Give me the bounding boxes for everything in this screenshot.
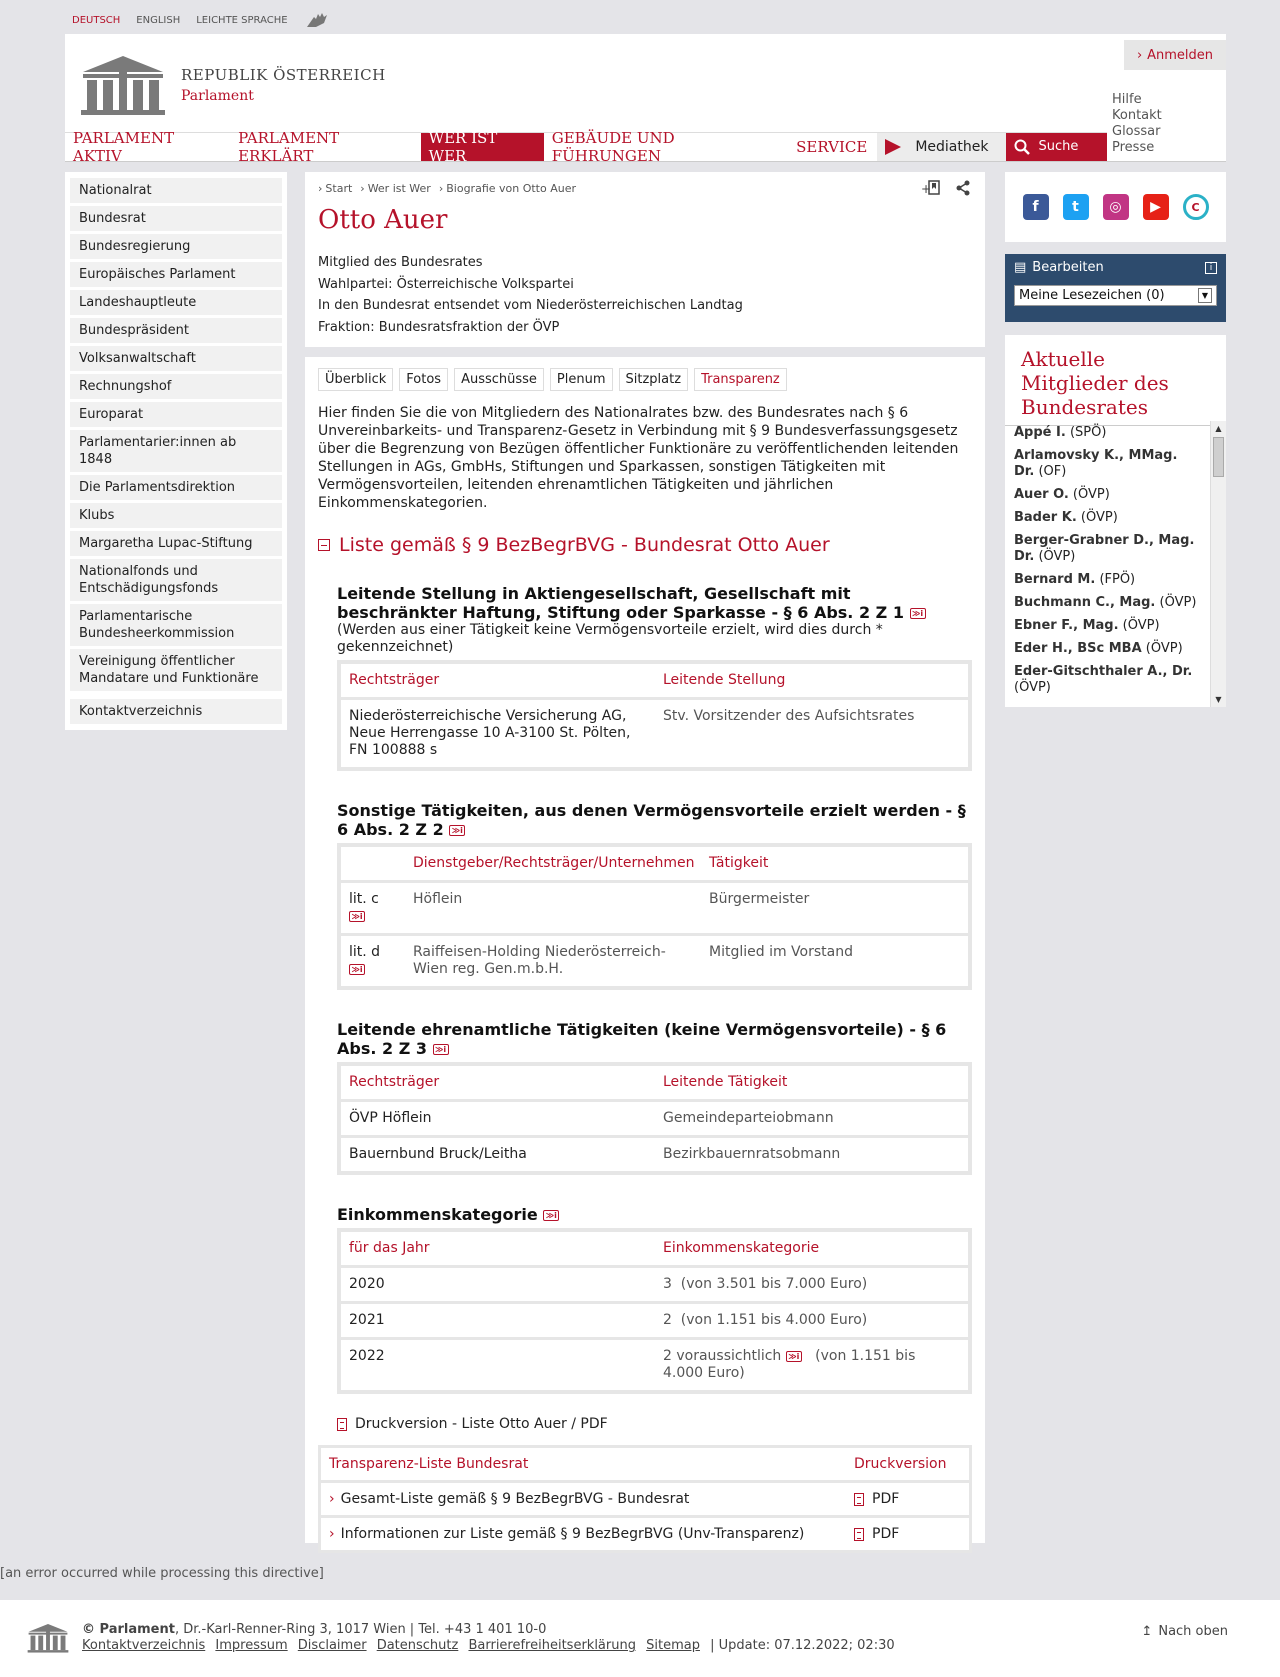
column-header: für das Jahr: [349, 1240, 430, 1256]
table-header-row: [341, 1066, 968, 1099]
info-icon[interactable]: ≫i: [786, 1351, 802, 1362]
meta-link-presse[interactable]: Presse: [1112, 140, 1155, 155]
footer-link-impressum[interactable]: Impressum: [215, 1638, 288, 1653]
site-header: [65, 34, 1226, 165]
member-name: Bader K.: [1014, 510, 1077, 525]
list-item[interactable]: [1014, 448, 1201, 480]
info-icon[interactable]: ≫i: [433, 1044, 449, 1055]
column-header: Einkommenskategorie: [663, 1240, 820, 1256]
table-cell: 2020: [349, 1276, 385, 1292]
sidebar-item-parlamentarier[interactable]: Parlamentarier:innen ab 1848: [70, 430, 282, 472]
tab-ausschuesse[interactable]: Ausschüsse: [454, 368, 544, 391]
pdf-icon: [854, 1493, 864, 1506]
member-name: Buchmann C., Mag.: [1014, 595, 1156, 610]
breadcrumb-current: › Biografie von Otto Auer: [439, 182, 576, 195]
sidebar-item-kontaktverzeichnis[interactable]: Kontaktverzeichnis: [70, 699, 282, 724]
search-label: Suche: [1038, 139, 1079, 154]
table-cell: [341, 936, 405, 986]
section-note: (Werden aus einer Tätigkeit keine Vermögensvorteile erzielt, wird dies durch * gekennzeichnet): [337, 622, 883, 655]
gesamt-liste-link[interactable]: › Gesamt-Liste gemäß § 9 BezBegrBVG - Bundesrat: [321, 1483, 854, 1515]
footer-links: [82, 1638, 895, 1654]
list-item[interactable]: [1014, 510, 1201, 526]
sidebar-item-landeshauptleute[interactable]: Landeshauptleute: [70, 290, 282, 315]
social-links: [1005, 172, 1226, 242]
sidebar: [65, 172, 287, 730]
section-sonstige-taetigkeiten: [337, 801, 972, 990]
info-icon[interactable]: ≫i: [349, 964, 365, 975]
transparency-list-table: [318, 1445, 972, 1553]
member-party: (ÖVP): [1080, 510, 1118, 525]
section-title: [337, 801, 972, 839]
table-cell: Gemeindeparteiobmann: [663, 1110, 834, 1126]
bookmark-add-icon[interactable]: [921, 180, 941, 196]
table-row: [341, 1304, 968, 1337]
pdf-icon: [337, 1418, 347, 1431]
table-cell: [341, 883, 405, 933]
info-icon[interactable]: ≫i: [449, 825, 465, 836]
meta-link-hilfe[interactable]: Hilfe: [1112, 92, 1142, 107]
table-row: [341, 883, 968, 933]
table-row: [341, 1268, 968, 1301]
footer-link-kontaktverzeichnis[interactable]: Kontaktverzeichnis: [82, 1638, 206, 1653]
parliament-building-icon[interactable]: [26, 1622, 70, 1654]
login-button[interactable]: [1124, 40, 1226, 70]
member-party: (ÖVP): [1072, 487, 1110, 502]
list-item[interactable]: [1014, 425, 1201, 441]
column-header: Rechtsträger: [349, 672, 440, 688]
nav-parlament-aktiv[interactable]: PARLAMENT AKTIV: [73, 128, 175, 165]
svg-text:+: +: [921, 182, 932, 196]
table-row: [341, 1102, 968, 1135]
member-party: (ÖVP): [1014, 680, 1051, 695]
section-einkommenskategorie: [337, 1205, 972, 1394]
table-row: [341, 1340, 968, 1390]
table-ehrenamtliche-taetigkeiten: [337, 1062, 972, 1175]
pdf-label: PDF: [872, 1526, 900, 1542]
member-list: [1005, 421, 1210, 707]
table-header-row: [341, 847, 968, 880]
section-title-text: Einkommenskategorie: [337, 1205, 538, 1224]
sidebar-item-eu-parlament[interactable]: Europäisches Parlament: [70, 262, 282, 287]
footer-link-barrierefreiheit[interactable]: Barrierefreiheitserklärung: [468, 1638, 636, 1653]
footer-link-disclaimer[interactable]: Disclaimer: [297, 1638, 367, 1653]
member-name: Arlamovsky K., MMag. Dr.: [1014, 448, 1178, 479]
column-header: Leitende Tätigkeit: [663, 1074, 788, 1090]
sign-language-icon[interactable]: [304, 11, 330, 29]
pdf-label: PDF: [872, 1491, 900, 1507]
current-members-panel: [1005, 335, 1226, 707]
member-name: Eder H., BSc MBA: [1014, 641, 1142, 656]
table-cell: Mitglied im Vorstand: [709, 944, 853, 960]
pdf-icon: [854, 1528, 864, 1541]
column-header: [341, 847, 405, 880]
table-cell: 2021: [349, 1312, 385, 1328]
tab-fotos[interactable]: Fotos: [399, 368, 448, 391]
table-cell: ÖVP Höflein: [349, 1110, 432, 1126]
brand-line-1: REPUBLIK ÖSTERREICH: [181, 66, 386, 84]
table-header-row: [341, 664, 968, 697]
instagram-icon[interactable]: ◎: [1103, 194, 1129, 220]
list-item[interactable]: [1014, 618, 1201, 634]
bio-line-party: Wahlpartei: Österreichische Volkspartei: [318, 276, 574, 292]
mediathek-link[interactable]: [877, 133, 1006, 161]
sidebar-item-bundesheerkommission[interactable]: Parlamentarische Bundesheerkommission: [70, 604, 282, 646]
bearbeiten-title: [1014, 260, 1104, 275]
main-navigation: [65, 128, 1107, 165]
member-party: (ÖVP): [1159, 595, 1197, 610]
category-range: (von 1.151 bis 4.000 Euro): [663, 1348, 916, 1381]
section-title-text: Leitende ehrenamtliche Tätigkeiten (keine Vermögensvorteile) - § 6 Abs. 2 Z 3: [337, 1020, 947, 1058]
section-title-text: Sonstige Tätigkeiten, aus denen Vermögensvorteile erzielt werden - § 6 Abs. 2 Z 2: [337, 801, 966, 839]
table-cell: Stv. Vorsitzender des Aufsichtsrates: [663, 708, 915, 724]
nav-service[interactable]: SERVICE: [796, 137, 868, 156]
bio-details: [318, 252, 972, 338]
table-cell: Höflein: [413, 891, 463, 907]
table-header-row: [321, 1448, 969, 1480]
table-einkommenskategorie: [337, 1228, 972, 1394]
footer-address: , Dr.-Karl-Renner-Ring 3, 1017 Wien | Tel. +43 1 401 10-0: [174, 1622, 547, 1637]
scroll-down-icon[interactable]: ▼: [1215, 695, 1222, 704]
sidebar-item-nationalrat[interactable]: Nationalrat: [70, 178, 282, 203]
arrow-up-icon: ↥: [1141, 1624, 1153, 1639]
section-leitende-stellung: [337, 584, 972, 771]
table-cell: 2022: [349, 1348, 385, 1364]
table-leitende-stellung: [337, 660, 972, 771]
table-row: [341, 936, 968, 986]
member-name: Appé I.: [1014, 425, 1066, 440]
column-header: Transparenz-Liste Bundesrat: [329, 1456, 529, 1472]
footer-copyright: © Parlament: [82, 1622, 175, 1637]
column-header: Druckversion: [854, 1456, 947, 1472]
list-item[interactable]: [1014, 533, 1201, 565]
table-cell: Bezirkbauernratsobmann: [663, 1146, 841, 1162]
parliament-logo[interactable]: [79, 52, 386, 118]
member-party: (ÖVP): [1145, 641, 1183, 656]
footer-update: | Update: 07.12.2022; 02:30: [710, 1638, 895, 1653]
list-item[interactable]: [1014, 487, 1201, 503]
meta-link-glossar[interactable]: Glossar: [1112, 124, 1161, 139]
current-members-title: Aktuelle Mitglieder des Bundesrates: [1005, 335, 1226, 426]
transparency-content: [305, 357, 985, 1543]
list-item[interactable]: [1014, 595, 1201, 611]
member-party: (FPÖ): [1099, 572, 1136, 587]
tab-plenum[interactable]: Plenum: [550, 368, 613, 391]
table-sonstige-taetigkeiten: [337, 843, 972, 990]
bio-line-delegation: In den Bundesrat entsendet vom Niederösterreichischen Landtag: [318, 298, 743, 313]
nav-gebaeude[interactable]: GEBÄUDE UND FÜHRUNGEN: [551, 128, 675, 165]
sidebar-item-volksanwaltschaft[interactable]: Volksanwaltschaft: [70, 346, 282, 371]
list-item[interactable]: [1014, 664, 1201, 696]
table-row: [341, 700, 968, 767]
column-header: Dienstgeber/Rechtsträger/Unternehmen: [413, 855, 695, 871]
sidebar-item-lupac-stiftung[interactable]: Margaretha Lupac-Stiftung: [70, 531, 282, 556]
youtube-icon[interactable]: ▶: [1143, 194, 1169, 220]
profile-tabs: [318, 368, 972, 391]
category-value: 2 voraussichtlich: [663, 1348, 782, 1364]
info-icon[interactable]: ≫i: [543, 1210, 559, 1221]
member-party: (ÖVP): [1038, 549, 1076, 564]
lit-label: lit. d: [349, 944, 381, 960]
member-name: Berger-Grabner D., Mag. Dr.: [1014, 533, 1195, 564]
print-version-label: Druckversion - Liste Otto Auer / PDF: [355, 1416, 608, 1432]
language-bar: [72, 12, 330, 28]
bio-line-fraktion: Fraktion: Bundesratsfraktion der ÖVP: [318, 319, 560, 335]
print-version-link[interactable]: [337, 1416, 972, 1432]
document-icon: ▤: [1014, 260, 1027, 275]
section-ehrenamtliche-taetigkeiten: [337, 1020, 972, 1175]
back-to-top-link[interactable]: [1141, 1624, 1228, 1639]
breadcrumb: [318, 182, 972, 195]
error-message: [an error occurred while processing this directive]: [0, 1566, 324, 1581]
facebook-icon[interactable]: f: [1023, 194, 1049, 220]
footer-link-datenschutz[interactable]: Datenschutz: [376, 1638, 459, 1653]
bearbeiten-header: [1014, 260, 1217, 275]
share-icon[interactable]: [955, 180, 971, 196]
reparlament-icon[interactable]: C: [1183, 194, 1209, 220]
twitter-icon[interactable]: t: [1063, 194, 1089, 220]
sidebar-item-klubs[interactable]: Klubs: [70, 503, 282, 528]
table-cell: Bauernbund Bruck/Leitha: [349, 1146, 527, 1162]
member-list-scrollbar[interactable]: [1210, 421, 1226, 707]
meta-links: [1112, 92, 1162, 156]
intro-text: Hier finden Sie die von Mitgliedern des Nationalrates bzw. des Bundesrates nach § 6 Unvereinbarkeits- und Transparenz-Gesetz in Verbindung mit § 9 Bundesverfassungsgesetz über die Begrenzung von Bezügen öffentlicher Funktionäre zu veröffentlichenden leitenden Stellungen in AGs, GmbHs, Stiftungen und Sparkassen, sonstigen Tätigkeiten mit Vermögensvorteilen, leitenden ehrenamtlichen Tätigkeiten und jährlichen Einkommenskategorien.: [318, 405, 959, 511]
sidebar-item-parlamentsdirektion[interactable]: Die Parlamentsdirektion: [70, 475, 282, 500]
sidebar-item-nationalfonds[interactable]: Nationalfonds und Entschädigungsfonds: [70, 559, 282, 601]
site-footer: [0, 1600, 1280, 1677]
footer-text: [82, 1622, 895, 1654]
sidebar-item-rechnungshof[interactable]: Rechnungshof: [70, 374, 282, 399]
table-row: [341, 1138, 968, 1171]
list-item[interactable]: [1014, 641, 1201, 657]
section-title: [337, 1205, 972, 1224]
search-button[interactable]: [1006, 133, 1107, 161]
informationen-pdf-link[interactable]: [854, 1518, 899, 1550]
lang-english-link[interactable]: ENGLISH: [136, 14, 181, 26]
lit-label: lit. c: [349, 891, 379, 907]
tab-ueberblick[interactable]: Überblick: [318, 368, 393, 391]
table-cell: Bürgermeister: [709, 891, 810, 907]
meta-link-kontakt[interactable]: Kontakt: [1112, 108, 1162, 123]
nav-parlament-erklaert[interactable]: PARLAMENT ERKLÄRT: [238, 128, 340, 165]
info-icon[interactable]: i: [1205, 262, 1217, 274]
column-header: Tätigkeit: [709, 855, 769, 871]
member-party: (ÖVP): [1122, 618, 1160, 633]
play-icon: [885, 139, 901, 155]
info-icon[interactable]: ≫i: [349, 911, 365, 922]
sidebar-item-europarat[interactable]: Europarat: [70, 402, 282, 427]
bearbeiten-panel: [1005, 254, 1226, 322]
search-icon: [1014, 139, 1030, 155]
gesamt-liste-pdf-link[interactable]: [854, 1483, 899, 1515]
footer-link-sitemap[interactable]: Sitemap: [646, 1638, 700, 1653]
member-name: Auer O.: [1014, 487, 1069, 502]
column-header: Leitende Stellung: [663, 672, 786, 688]
table-header-row: [341, 1232, 968, 1265]
list-title: Liste gemäß § 9 BezBegrBVG - Bundesrat Otto Auer: [339, 534, 830, 556]
login-label: Anmelden: [1147, 47, 1214, 63]
chevron-right-icon: ›: [1136, 47, 1143, 63]
brand-line-2: Parlament: [181, 88, 254, 104]
table-cell: [655, 1340, 960, 1390]
breadcrumb-wer-ist-wer[interactable]: › Wer ist Wer: [360, 182, 431, 195]
sidebar-item-bundespraesident[interactable]: Bundespräsident: [70, 318, 282, 343]
collapse-icon: [318, 539, 330, 551]
column-header: Rechtsträger: [349, 1074, 440, 1090]
scroll-up-icon[interactable]: ▲: [1215, 424, 1222, 433]
sidebar-item-bundesregierung[interactable]: Bundesregierung: [70, 234, 282, 259]
table-cell: Raiffeisen-Holding Niederösterreich-Wien reg. Gen.m.b.H.: [413, 944, 666, 977]
member-name: Bernard M.: [1014, 572, 1096, 587]
section-title: [337, 584, 972, 622]
parliament-building-icon: [79, 52, 167, 118]
sidebar-item-bundesrat[interactable]: Bundesrat: [70, 206, 282, 231]
lang-easy-link[interactable]: LEICHTE SPRACHE: [196, 14, 288, 26]
informationen-link[interactable]: › Informationen zur Liste gemäß § 9 BezBegrBVG (Unv-Transparenz): [321, 1518, 854, 1550]
tab-sitzplatz[interactable]: Sitzplatz: [619, 368, 689, 391]
table-cell: 2 (von 1.151 bis 4.000 Euro): [663, 1312, 868, 1328]
table-cell: Niederösterreichische Versicherung AG, Neue Herrengasse 10 A-3100 St. Pölten, FN 100888 s: [349, 708, 631, 758]
bearbeiten-label: Bearbeiten: [1032, 260, 1104, 275]
section-title-text: Leitende Stellung in Aktiengesellschaft, Gesellschaft mit beschränkter Haftung, Stiftung oder Sparkasse - § 6 Abs. 2 Z 1: [337, 584, 904, 622]
info-icon[interactable]: ≫i: [910, 608, 926, 619]
bookmarks-select-value: Meine Lesezeichen (0): [1019, 288, 1165, 303]
table-cell: 3 (von 3.501 bis 7.000 Euro): [663, 1276, 868, 1292]
breadcrumb-start[interactable]: › Start: [318, 182, 352, 195]
table-row: [321, 1483, 969, 1515]
nav-wer-ist-wer[interactable]: WER IST WER: [421, 133, 544, 161]
list-item[interactable]: [1014, 572, 1201, 588]
back-to-top-label: Nach oben: [1158, 1624, 1228, 1639]
lang-deutsch-link[interactable]: DEUTSCH: [72, 14, 121, 26]
mediathek-label: Mediathek: [915, 138, 989, 155]
table-row: [321, 1518, 969, 1550]
page-title: Otto Auer: [318, 205, 448, 235]
dropdown-arrow-icon: ▼: [1198, 288, 1212, 303]
tab-transparenz[interactable]: Transparenz: [694, 368, 787, 391]
list-accordion-header[interactable]: [318, 534, 972, 556]
member-party: (OF): [1038, 464, 1067, 479]
bio-card: [305, 172, 985, 347]
sidebar-item-vereinigung[interactable]: Vereinigung öffentlicher Mandatare und Funktionäre: [70, 649, 282, 691]
bookmarks-select[interactable]: [1014, 285, 1217, 306]
member-name: Eder-Gitschthaler A., Dr.: [1014, 664, 1193, 679]
member-party: (SPÖ): [1069, 425, 1107, 440]
scrollbar-thumb[interactable]: [1213, 437, 1224, 477]
section-title: [337, 1020, 972, 1058]
member-name: Ebner F., Mag.: [1014, 618, 1119, 633]
bio-line-mandate: Mitglied des Bundesrates: [318, 255, 483, 270]
